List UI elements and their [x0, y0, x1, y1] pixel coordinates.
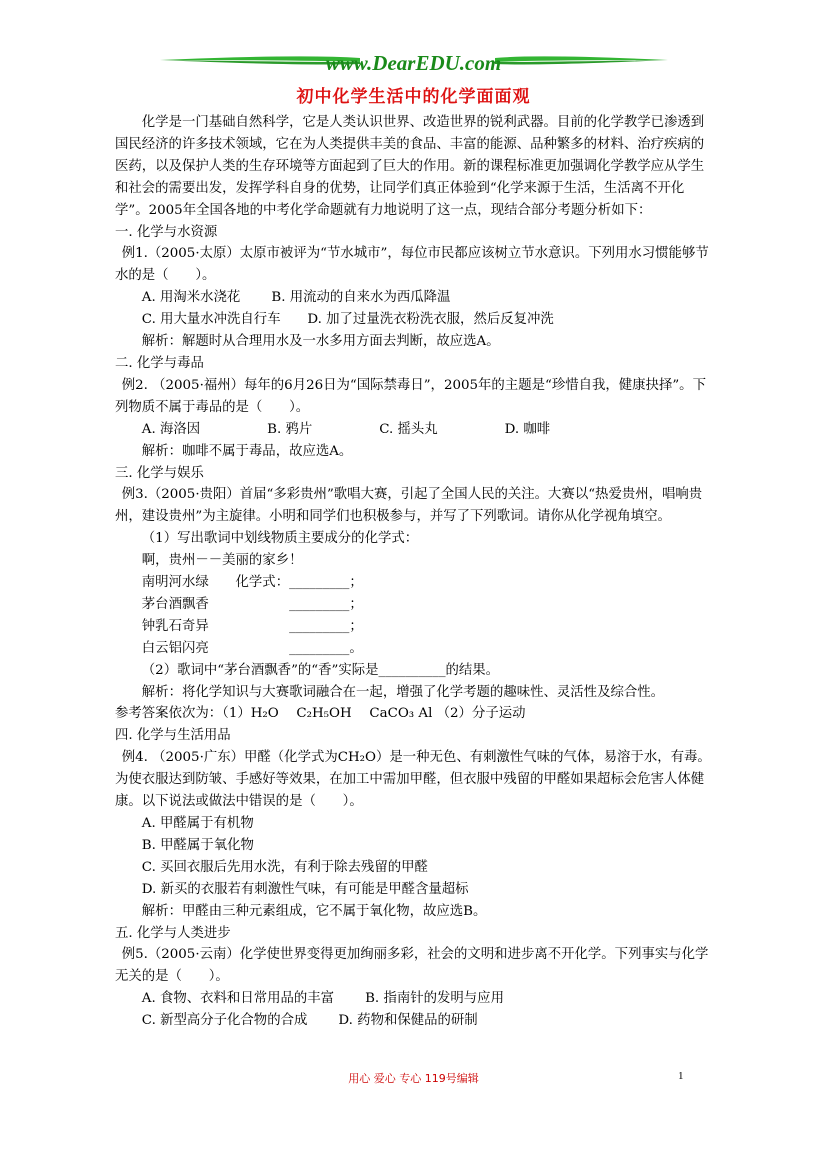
answer-option: C. 用大量水冲洗自行车 D. 加了过量洗衣粉洗衣服，然后反复冲洗 [141, 312, 554, 328]
answer-option: D. 新买的衣服若有刺激性气味，有可能是甲醛含量超标 [141, 881, 469, 897]
answer-option: C. 新型高分子化合物的合成 D. 药物和保健品的研制 [141, 1013, 478, 1029]
page-number: 1 [678, 1070, 684, 1082]
footer-text: 用心 爱心 专心 119号编辑 [348, 1072, 479, 1085]
analysis-text: 解析：咖啡不属于毒品，故应选A。 [141, 443, 353, 459]
example-question: 例4. （2005·广东）甲醛（化学式为CH₂O）是一种无色、有刺激性气味的气体，易溶于水，有毒。为使衣服达到防皱、手感好等效果，在加工中需加甲醛，但衣服中残留的甲醛如果超标会危害人体健康。以下说法或做法中错误的是（ ）。 [115, 750, 711, 810]
example-question: 例2. （2005·福州）每年的6月26日为“国际禁毒日”，2005年的主题是“珍惜自我，健康抉择”。下列物质不属于毒品的是（ ）。 [115, 377, 706, 415]
section-heading: 四. 化学与生活用品 [115, 728, 231, 744]
answer-option: A. 甲醛属于有机物 [141, 816, 254, 831]
answer-option: B. 甲醛属于氧化物 [141, 837, 254, 853]
analysis-text: 解析：将化学知识与大赛歌词融合在一起，增强了化学考题的趣味性、灵活性及综合性。 [141, 684, 665, 700]
analysis-text: 解析：甲醛由三种元素组成，它不属于氧化物，故应选B。 [141, 903, 487, 919]
lyric-line: 南明河水绿 化学式：_________； [141, 575, 363, 591]
document-title: 初中化学生活中的化学面面观 [296, 87, 531, 107]
question-part: （2）歌词中“茅台酒飘香”的“香”实际是__________的结果。 [141, 662, 500, 678]
example-question: 例3.（2005·贵阳）首届“多彩贵州”歌唱大赛，引起了全国人民的关注。大赛以“热爱贵州，唱响贵州，建设贵州”为主旋律。小明和同学们也积极参与，并写了下列歌词。请你从化学视角填空。 [115, 487, 703, 525]
document-body [115, 112, 715, 1032]
lyric-line: 啊，贵州－－美丽的家乡！ [141, 553, 303, 569]
section-heading: 二. 化学与毒品 [115, 355, 204, 371]
answer-option: A. 食物、衣料和日常用品的丰富 B. 指南针的发明与应用 [141, 991, 504, 1007]
lyric-line: 钟乳石奇异 _________； [141, 618, 363, 634]
lyric-line: 白云铝闪亮 _________。 [141, 640, 363, 656]
section-heading: 一. 化学与水资源 [115, 224, 218, 240]
intro-paragraph: 化学是一门基础自然科学，它是人类认识世界、改造世界的锐利武器。目前的化学教学已渗透到国民经济的许多技术领域，它在为人类提供丰美的食品、丰富的能源、品种繁多的材料、治疗疾病的医药，以及保护人类的生存环境等方面起到了巨大的作用。新的课程标准更加强调化学教学应从学生和社会的需要出发，发挥学科自身的优势，让同学们真正体验到“化学来源于生活，生活离不开化学”。2005年全国各地的中考化学命题就有力地说明了这一点，现结合部分考题分析如下： [115, 115, 705, 218]
lyric-line: 茅台酒飘香 _________； [141, 596, 363, 612]
section-heading: 三. 化学与娱乐 [115, 465, 204, 481]
section-heading: 五. 化学与人类进步 [115, 925, 231, 941]
answer-option: A. 用淘米水浇花 B. 用流动的自来水为西瓜降温 [141, 290, 451, 306]
question-part: （1）写出歌词中划线物质主要成分的化学式： [141, 531, 419, 547]
answer-option: C. 买回衣服后先用水洗，有利于除去残留的甲醛 [141, 859, 428, 875]
analysis-text: 解析：解题时从合理用水及一水多用方面去判断，故应选A。 [141, 334, 500, 350]
example-question: 例1.（2005·太原）太原市被评为“节水城市”，每位市民都应该树立节水意识。下列用水习惯能够节水的是（ ）。 [115, 246, 709, 284]
reference-answer: 参考答案依次为：（1）H₂O C₂H₅OH CaCO₃ Al （2）分子运动 [115, 706, 526, 722]
site-url: www.DearEDU.com [325, 51, 502, 75]
site-header [0, 40, 827, 80]
answer-option: A. 海洛因 B. 鸦片 C. 摇头丸 D. 咖啡 [141, 421, 551, 437]
example-question: 例5.（2005·云南）化学使世界变得更加绚丽多彩，社会的文明和进步离不开化学。下列事实与化学无关的是（ ）。 [115, 947, 709, 985]
